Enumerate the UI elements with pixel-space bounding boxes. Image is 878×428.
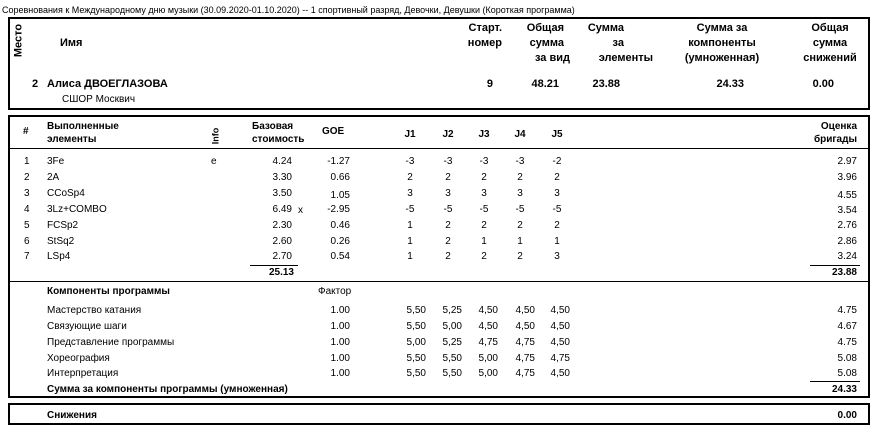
j2-header: J2 — [442, 129, 454, 140]
element-j1: -5 — [405, 204, 415, 215]
element-num: 5 — [24, 220, 30, 231]
component-j1: 5,50 — [406, 353, 426, 364]
skater-name: Алиса ДВОЕГЛАЗОВА — [47, 78, 168, 90]
element-j5: 3 — [554, 188, 560, 199]
components-total: 24.33 — [831, 384, 857, 395]
element-j4: -5 — [515, 204, 525, 215]
skater-total: 48.21 — [531, 78, 559, 90]
element-j5: -5 — [552, 204, 562, 215]
total-header-3: за вид — [534, 52, 570, 64]
score-header-2: бригады — [813, 134, 857, 145]
deductions-header-2: сумма — [812, 37, 848, 49]
element-j4: 2 — [517, 251, 523, 262]
element-num: 2 — [24, 172, 30, 183]
component-j3: 5,00 — [478, 353, 498, 364]
element-j1: 1 — [407, 236, 413, 247]
start-no-header-2: номер — [467, 37, 502, 49]
element-name: 3Lz+COMBO — [47, 204, 107, 215]
element-j1: -3 — [405, 156, 415, 167]
component-score: 4.75 — [837, 337, 857, 348]
components-sum-header-3: (умноженная) — [684, 52, 760, 64]
skater-elements-sum: 23.88 — [592, 78, 620, 90]
element-base: 2.70 — [272, 251, 292, 262]
j3-header: J3 — [478, 129, 490, 140]
elements-sum-header-1: Сумма — [587, 22, 624, 34]
place-header: Место — [12, 23, 25, 58]
base-header-2: стоимость — [252, 134, 305, 145]
element-j4: -3 — [515, 156, 525, 167]
executed-header-2: элементы — [47, 134, 97, 145]
score-total-divider — [810, 265, 860, 266]
element-base: 6.49 — [272, 204, 292, 215]
element-j2: -3 — [443, 156, 453, 167]
element-j4: 3 — [517, 188, 523, 199]
component-j4: 4,75 — [515, 337, 535, 348]
component-name: Мастерство катания — [47, 305, 142, 316]
element-name: LSp4 — [47, 251, 71, 262]
element-name: FCSp2 — [47, 220, 79, 231]
component-factor: 1.00 — [330, 353, 350, 364]
element-score: 3.96 — [837, 172, 857, 183]
components-title: Компоненты программы — [47, 286, 170, 297]
component-j5: 4,50 — [550, 321, 570, 332]
element-score: 4.55 — [837, 190, 857, 201]
element-j2: -5 — [443, 204, 453, 215]
element-goe: 0.54 — [330, 251, 350, 262]
element-j5: -2 — [552, 156, 562, 167]
element-j2: 3 — [445, 188, 451, 199]
total-header-1: Общая — [526, 22, 564, 34]
component-j3: 4,75 — [478, 337, 498, 348]
j5-header: J5 — [551, 129, 563, 140]
component-factor: 1.00 — [330, 321, 350, 332]
element-num: 7 — [24, 251, 30, 262]
deductions-label: Снижения — [47, 410, 97, 421]
component-j1: 5,00 — [406, 337, 426, 348]
skater-start-no: 9 — [486, 78, 493, 90]
component-factor: 1.00 — [330, 305, 350, 316]
base-total: 25.13 — [268, 267, 294, 278]
element-num: 6 — [24, 236, 30, 247]
element-score: 2.76 — [837, 220, 857, 231]
element-j3: 2 — [481, 251, 487, 262]
num-header: # — [23, 126, 29, 137]
executed-header-1: Выполненные — [47, 121, 119, 132]
element-j2: 2 — [445, 251, 451, 262]
element-goe: 0.66 — [330, 172, 350, 183]
element-j4: 2 — [517, 220, 523, 231]
skater-deductions: 0.00 — [812, 78, 834, 90]
element-j5: 1 — [554, 236, 560, 247]
element-j2: 2 — [445, 220, 451, 231]
element-score: 2.86 — [837, 236, 857, 247]
element-j2: 2 — [445, 236, 451, 247]
element-goe: 0.46 — [330, 220, 350, 231]
skater-place: 2 — [32, 78, 39, 90]
component-factor: 1.00 — [330, 337, 350, 348]
element-goe: -1.27 — [327, 156, 350, 167]
start-no-header-1: Старт. — [468, 22, 502, 34]
factor-header: Фактор — [318, 286, 352, 297]
component-name: Представление программы — [47, 337, 175, 348]
component-j1: 5,50 — [406, 368, 426, 379]
element-j3: -3 — [479, 156, 489, 167]
element-base: 2.30 — [272, 220, 292, 231]
deductions-header-3: снижений — [803, 52, 857, 64]
component-j2: 5,00 — [442, 321, 462, 332]
element-j4: 2 — [517, 172, 523, 183]
elements-sum-header-3: элементы — [598, 52, 653, 64]
components-total-label: Сумма за компоненты программы (умноженная) — [47, 384, 288, 395]
component-score: 4.75 — [837, 305, 857, 316]
score-header-1: Оценка — [820, 121, 857, 132]
component-j5: 4,75 — [550, 353, 570, 364]
skater-components-sum: 24.33 — [716, 78, 744, 90]
event-title: Соревнования к Международному дню музыки (30.09.2020-01.10.2020) -- 1 спортивный разряд, Девочки, Девушки (Короткая программа) — [2, 5, 575, 15]
component-j2: 5,25 — [442, 305, 462, 316]
components-sum-header-2: компоненты — [688, 37, 756, 49]
component-j4: 4,75 — [515, 353, 535, 364]
component-j4: 4,50 — [515, 321, 535, 332]
info-header: Info — [210, 127, 221, 145]
j1-header: J1 — [404, 129, 416, 140]
elements-header-divider — [10, 148, 868, 149]
element-name: 2A — [47, 172, 60, 183]
element-goe: 1.05 — [330, 190, 350, 201]
element-base: 4.24 — [272, 156, 292, 167]
element-j3: 2 — [481, 172, 487, 183]
element-j3: 1 — [481, 236, 487, 247]
component-score: 4.67 — [837, 321, 857, 332]
component-j3: 5,00 — [478, 368, 498, 379]
deductions-total: 0.00 — [837, 410, 857, 421]
element-j5: 2 — [554, 172, 560, 183]
element-j1: 1 — [407, 220, 413, 231]
component-j4: 4,50 — [515, 305, 535, 316]
element-score: 3.24 — [837, 251, 857, 262]
components-total-divider — [810, 381, 860, 382]
components-sum-header-1: Сумма за — [696, 22, 748, 34]
component-j3: 4,50 — [478, 321, 498, 332]
component-j5: 4,50 — [550, 368, 570, 379]
element-base: 3.30 — [272, 172, 292, 183]
element-j1: 3 — [407, 188, 413, 199]
element-j3: 3 — [481, 188, 487, 199]
total-header-2: сумма — [529, 37, 564, 49]
element-base: 3.50 — [272, 188, 292, 199]
deductions-box — [8, 403, 870, 425]
element-name: 3Fe — [47, 156, 65, 167]
j4-header: J4 — [514, 129, 526, 140]
component-factor: 1.00 — [330, 368, 350, 379]
element-num: 3 — [24, 188, 30, 199]
element-j1: 2 — [407, 172, 413, 183]
element-j4: 1 — [517, 236, 523, 247]
element-j5: 3 — [554, 251, 560, 262]
component-j1: 5,50 — [406, 305, 426, 316]
name-header: Имя — [60, 37, 83, 49]
skater-club: СШОР Москвич — [62, 94, 136, 105]
element-score: 2.97 — [837, 156, 857, 167]
component-j2: 5,50 — [442, 368, 462, 379]
component-score: 5.08 — [837, 368, 857, 379]
element-j2: 2 — [445, 172, 451, 183]
base-total-divider — [250, 265, 298, 266]
element-j5: 2 — [554, 220, 560, 231]
element-j3: 2 — [481, 220, 487, 231]
component-name: Связующие шаги — [47, 321, 127, 332]
elements-total: 23.88 — [831, 267, 857, 278]
element-score: 3.54 — [837, 205, 857, 216]
component-j1: 5,50 — [406, 321, 426, 332]
element-num: 4 — [24, 204, 30, 215]
components-divider — [10, 281, 868, 282]
component-j2: 5,50 — [442, 353, 462, 364]
element-num: 1 — [24, 156, 30, 167]
component-j5: 4,50 — [550, 337, 570, 348]
component-j4: 4,75 — [515, 368, 535, 379]
element-name: StSq2 — [47, 236, 75, 247]
element-info: e — [211, 156, 217, 167]
element-goe: -2.95 — [327, 204, 350, 215]
element-name: CCoSp4 — [47, 188, 85, 199]
component-j2: 5,25 — [442, 337, 462, 348]
element-goe: 0.26 — [330, 236, 350, 247]
element-j1: 1 — [407, 251, 413, 262]
component-score: 5.08 — [837, 353, 857, 364]
component-j5: 4,50 — [550, 305, 570, 316]
component-name: Интерпретация — [47, 368, 119, 379]
elements-sum-header-2: за — [612, 37, 624, 49]
component-name: Хореография — [47, 353, 110, 364]
element-j3: -5 — [479, 204, 489, 215]
base-header-1: Базовая — [252, 121, 294, 132]
element-base: 2.60 — [272, 236, 292, 247]
deductions-header-1: Общая — [811, 22, 849, 34]
goe-header: GOE — [322, 126, 345, 137]
component-j3: 4,50 — [478, 305, 498, 316]
element-x: x — [298, 205, 303, 216]
